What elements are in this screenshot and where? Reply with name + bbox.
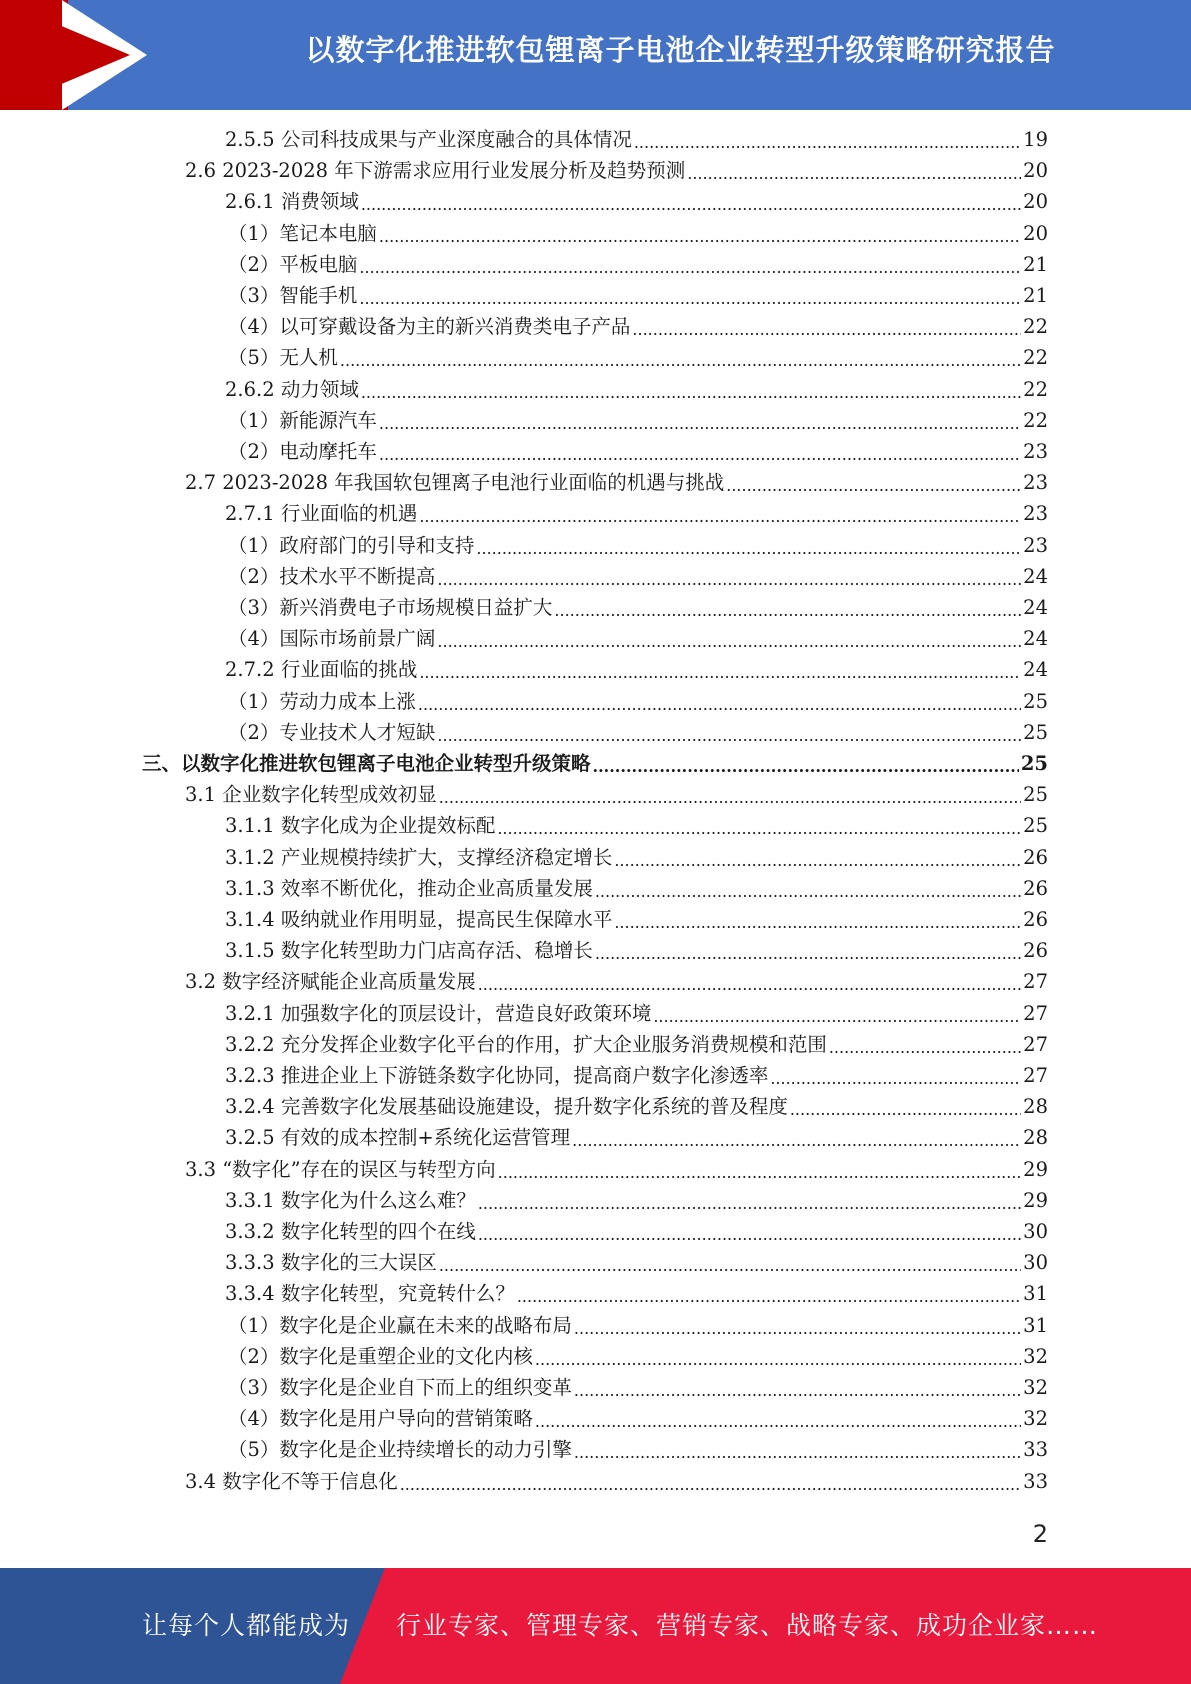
toc-dot-leader bbox=[400, 1474, 1021, 1496]
toc-entry-title: 3.3.2 数字化转型的四个在线 bbox=[225, 1220, 476, 1243]
toc-dot-leader bbox=[634, 132, 1021, 154]
toc-entry-page: 25 bbox=[1023, 720, 1048, 744]
toc-dot-leader bbox=[439, 1255, 1021, 1277]
toc-entry-page: 25 bbox=[1023, 783, 1048, 807]
toc-entry-page: 27 bbox=[1023, 970, 1048, 994]
toc-entry-page: 31 bbox=[1023, 1282, 1048, 1306]
toc-entry-page: 22 bbox=[1023, 315, 1048, 339]
toc-entry[interactable] bbox=[228, 688, 1048, 716]
toc-entry[interactable] bbox=[142, 750, 1048, 778]
toc-entry-title: （1）劳动力成本上涨 bbox=[228, 689, 416, 713]
toc-entry[interactable] bbox=[225, 1187, 1048, 1215]
toc-entry[interactable] bbox=[185, 1156, 1048, 1184]
toc-entry[interactable] bbox=[228, 1312, 1048, 1340]
toc-dot-leader bbox=[361, 382, 1021, 404]
toc-entry-title: （1）政府部门的引导和支持 bbox=[228, 533, 475, 557]
toc-entry[interactable] bbox=[228, 251, 1048, 279]
toc-entry-title: 3.2.4 完善数字化发展基础设施建设，提升数字化系统的普及程度 bbox=[225, 1095, 788, 1119]
toc-entry-page: 32 bbox=[1023, 1376, 1048, 1399]
toc-entry-title: 3.1.4 吸纳就业作用明显，提高民生保障水平 bbox=[225, 908, 613, 931]
toc-entry-page: 26 bbox=[1023, 876, 1048, 900]
toc-dot-leader bbox=[478, 1193, 1021, 1215]
toc-entry-title: 3.1.1 数字化成为企业提效标配 bbox=[225, 814, 496, 838]
toc-entry[interactable] bbox=[225, 376, 1048, 404]
toc-entry-page: 24 bbox=[1023, 596, 1048, 619]
toc-entry[interactable] bbox=[225, 1218, 1048, 1246]
toc-entry[interactable] bbox=[228, 1343, 1048, 1371]
toc-entry-page: 33 bbox=[1023, 1438, 1048, 1462]
toc-dot-leader bbox=[497, 818, 1021, 840]
toc-entry[interactable] bbox=[185, 1468, 1048, 1496]
toc-entry[interactable] bbox=[228, 344, 1048, 372]
toc-entry-page: 26 bbox=[1023, 845, 1048, 869]
toc-entry[interactable] bbox=[228, 220, 1048, 248]
toc-entry-page: 31 bbox=[1023, 1313, 1048, 1337]
toc-dot-leader bbox=[632, 319, 1021, 341]
toc-dot-leader bbox=[653, 1006, 1021, 1028]
toc-entry[interactable] bbox=[185, 781, 1048, 809]
toc-entry-title: 3.3.4 数字化转型，究竟转什么？ bbox=[225, 1282, 515, 1306]
toc-entry-page: 20 bbox=[1023, 221, 1048, 245]
toc-entry-title: 3.3.3 数字化的三大误区 bbox=[225, 1251, 437, 1275]
toc-entry-title: （3）新兴消费电子市场规模日益扩大 bbox=[228, 596, 553, 619]
toc-entry-title: （2）数字化是重塑企业的文化内核 bbox=[228, 1344, 533, 1368]
toc-entry[interactable] bbox=[185, 968, 1048, 996]
toc-entry-page: 22 bbox=[1023, 377, 1048, 401]
toc-entry-title: 三、以数字化推进软包锂离子电池企业转型升级策略 bbox=[142, 752, 591, 775]
toc-entry-page: 21 bbox=[1023, 252, 1048, 276]
toc-entry[interactable] bbox=[228, 563, 1048, 591]
toc-entry-title: 3.1.5 数字化转型助力门店高存活、稳增长 bbox=[225, 939, 593, 963]
toc-entry-page: 28 bbox=[1023, 1095, 1048, 1119]
toc-entry[interactable] bbox=[228, 313, 1048, 341]
toc-entry-title: 3.4 数字化不等于信息化 bbox=[185, 1469, 398, 1493]
toc-entry[interactable] bbox=[185, 469, 1048, 497]
toc-entry[interactable] bbox=[228, 438, 1048, 466]
toc-dot-leader bbox=[535, 1349, 1021, 1371]
toc-entry-page: 25 bbox=[1023, 814, 1048, 838]
toc-entry-title: 2.6.1 消费领域 bbox=[225, 190, 359, 214]
toc-dot-leader bbox=[498, 1162, 1022, 1184]
toc-entry-title: 3.1.3 效率不断优化，推动企业高质量发展 bbox=[225, 876, 593, 900]
toc-entry[interactable] bbox=[225, 126, 1048, 154]
toc-entry-title: 3.3 “数字化”存在的误区与转型方向 bbox=[185, 1157, 496, 1181]
toc-dot-leader bbox=[770, 1068, 1021, 1090]
toc-entry[interactable] bbox=[225, 812, 1048, 840]
toc-entry[interactable] bbox=[225, 1000, 1048, 1028]
toc-dot-leader bbox=[419, 506, 1021, 528]
toc-entry-title: 2.6.2 动力领域 bbox=[225, 377, 359, 401]
toc-entry-page: 25 bbox=[1020, 752, 1048, 775]
toc-dot-leader bbox=[379, 413, 1021, 435]
toc-entry[interactable] bbox=[225, 1280, 1048, 1308]
toc-dot-leader bbox=[359, 288, 1021, 310]
toc-dot-leader bbox=[517, 1286, 1021, 1308]
toc-dot-leader bbox=[535, 1411, 1021, 1433]
toc-dot-leader bbox=[379, 444, 1021, 466]
toc-entry-title: （3）数字化是企业自下而上的组织变革 bbox=[228, 1376, 572, 1399]
toc-dot-leader bbox=[595, 881, 1021, 903]
toc-dot-leader bbox=[476, 538, 1021, 560]
toc-entry-page: 22 bbox=[1023, 408, 1048, 432]
toc-entry-title: 2.5.5 公司科技成果与产业深度融合的具体情况 bbox=[225, 128, 632, 151]
toc-entry-page: 24 bbox=[1023, 627, 1048, 651]
toc-entry-page: 23 bbox=[1023, 533, 1048, 557]
toc-entry[interactable] bbox=[228, 1436, 1048, 1464]
toc-entry[interactable] bbox=[228, 407, 1048, 435]
toc-dot-leader bbox=[379, 226, 1021, 248]
toc-entry-page: 25 bbox=[1023, 689, 1048, 713]
toc-entry[interactable] bbox=[228, 282, 1048, 310]
toc-dot-leader bbox=[572, 1130, 1021, 1152]
toc-entry-title: （2）平板电脑 bbox=[228, 252, 358, 276]
toc-entry-page: 27 bbox=[1023, 1001, 1048, 1025]
toc-entry-page: 26 bbox=[1023, 939, 1048, 963]
toc-entry-title: 2.7 2023-2028 年我国软包锂离子电池行业面临的机遇与挑战 bbox=[185, 471, 725, 495]
toc-dot-leader bbox=[595, 943, 1021, 965]
page-number: 2 bbox=[1032, 1520, 1048, 1548]
toc-entry-page: 21 bbox=[1023, 284, 1048, 307]
toc-dot-leader bbox=[437, 725, 1021, 747]
toc-dot-leader bbox=[574, 1380, 1021, 1402]
toc-entry[interactable] bbox=[225, 1249, 1048, 1277]
toc-entry[interactable] bbox=[228, 625, 1048, 653]
toc-entry[interactable] bbox=[225, 1093, 1048, 1121]
toc-entry-page: 19 bbox=[1023, 128, 1048, 151]
header-banner bbox=[0, 0, 1191, 110]
toc-entry[interactable] bbox=[225, 875, 1048, 903]
toc-entry-title: （5）无人机 bbox=[228, 346, 338, 370]
toc-entry[interactable] bbox=[228, 719, 1048, 747]
toc-entry-page: 20 bbox=[1023, 159, 1048, 183]
toc-entry-title: （2）技术水平不断提高 bbox=[228, 564, 436, 588]
toc-dot-leader bbox=[726, 475, 1021, 497]
toc-entry-page: 27 bbox=[1023, 1064, 1048, 1087]
toc-entry-page: 33 bbox=[1023, 1469, 1048, 1493]
toc-dot-leader bbox=[790, 1099, 1021, 1121]
toc-entry-title: 3.1 企业数字化转型成效初显 bbox=[185, 783, 437, 807]
toc-entry-title: （4）以可穿戴设备为主的新兴消费类电子产品 bbox=[228, 315, 631, 339]
toc-entry-page: 27 bbox=[1023, 1032, 1048, 1056]
toc-dot-leader bbox=[478, 974, 1021, 996]
toc-entry-page: 30 bbox=[1023, 1251, 1048, 1275]
toc-entry-title: （2）专业技术人才短缺 bbox=[228, 720, 436, 744]
toc-entry[interactable] bbox=[228, 1405, 1048, 1433]
footer-slogan-left: 让每个人都能成为 bbox=[142, 1611, 351, 1640]
toc-dot-leader bbox=[340, 350, 1021, 372]
toc-entry-title: 3.2 数字经济赋能企业高质量发展 bbox=[185, 970, 476, 994]
toc-entry-title: （2）电动摩托车 bbox=[228, 440, 377, 463]
toc-dot-leader bbox=[439, 787, 1021, 809]
toc-dot-leader bbox=[359, 257, 1021, 279]
toc-entry[interactable] bbox=[225, 188, 1048, 216]
toc-entry-page: 22 bbox=[1023, 346, 1048, 370]
toc-entry-page: 32 bbox=[1023, 1407, 1048, 1431]
toc-entry-title: （1）新能源汽车 bbox=[228, 408, 377, 432]
toc-dot-leader bbox=[614, 912, 1021, 934]
toc-entry[interactable] bbox=[228, 594, 1048, 622]
toc-dot-leader bbox=[437, 631, 1021, 653]
toc-entry-title: 2.6 2023-2028 年下游需求应用行业发展分析及趋势预测 bbox=[185, 159, 686, 183]
toc-entry[interactable] bbox=[228, 1374, 1048, 1402]
document-title: 以数字化推进软包锂离子电池企业转型升级策略研究报告 bbox=[305, 33, 1056, 67]
toc-entry[interactable] bbox=[225, 1031, 1048, 1059]
toc-entry-page: 29 bbox=[1023, 1188, 1048, 1212]
toc-entry-title: （5）数字化是企业持续增长的动力引擎 bbox=[228, 1438, 572, 1462]
toc-entry-page: 24 bbox=[1023, 564, 1048, 588]
toc-entry-page: 28 bbox=[1023, 1126, 1048, 1150]
toc-entry-title: （1）笔记本电脑 bbox=[228, 221, 377, 245]
toc-dot-leader bbox=[437, 569, 1021, 591]
toc-entry[interactable] bbox=[225, 656, 1048, 684]
toc-entry-page: 32 bbox=[1023, 1344, 1048, 1368]
toc-entry-title: 3.2.3 推进企业上下游链条数字化协同，提高商户数字化渗透率 bbox=[225, 1064, 769, 1087]
toc-entry[interactable] bbox=[225, 906, 1048, 934]
toc-entry-page: 24 bbox=[1023, 658, 1048, 682]
header-red-arrow-shape bbox=[0, 0, 130, 110]
toc-dot-leader bbox=[478, 1224, 1021, 1246]
toc-dot-leader bbox=[554, 600, 1021, 622]
toc-entry-title: （3）智能手机 bbox=[228, 284, 358, 307]
footer-slogan-right: 行业专家、管理专家、营销专家、战略专家、成功企业家…… bbox=[396, 1611, 1099, 1640]
toc-entry-page: 23 bbox=[1023, 471, 1048, 495]
footer-banner bbox=[0, 1568, 1191, 1684]
toc-entry-page: 20 bbox=[1023, 190, 1048, 214]
toc-dot-leader bbox=[574, 1318, 1021, 1340]
toc-entry-page: 23 bbox=[1023, 440, 1048, 463]
toc-entry-page: 23 bbox=[1023, 502, 1048, 526]
toc-entry[interactable] bbox=[185, 157, 1048, 185]
toc-entry-page: 29 bbox=[1023, 1157, 1048, 1181]
toc-dot-leader bbox=[361, 194, 1021, 216]
toc-dot-leader bbox=[419, 662, 1021, 684]
toc-dot-leader bbox=[574, 1442, 1021, 1464]
toc-entry[interactable] bbox=[225, 844, 1048, 872]
toc-entry[interactable] bbox=[225, 500, 1048, 528]
toc-dot-leader bbox=[829, 1037, 1021, 1059]
toc-entry-page: 30 bbox=[1023, 1220, 1048, 1243]
toc-entry-title: 3.2.2 充分发挥企业数字化平台的作用，扩大企业服务消费规模和范围 bbox=[225, 1032, 827, 1056]
toc-entry-title: 2.7.1 行业面临的机遇 bbox=[225, 502, 418, 526]
toc-entry[interactable] bbox=[225, 937, 1048, 965]
toc-entry-title: 2.7.2 行业面临的挑战 bbox=[225, 658, 418, 682]
toc-entry-title: （4）国际市场前景广阔 bbox=[228, 627, 436, 651]
toc-dot-leader bbox=[614, 850, 1021, 872]
toc-dot-leader bbox=[687, 163, 1021, 185]
toc-entry-title: （1）数字化是企业赢在未来的战略布局 bbox=[228, 1313, 572, 1337]
toc-entry-title: 3.2.5 有效的成本控制+系统化运营管理 bbox=[225, 1126, 571, 1150]
toc-dot-leader bbox=[593, 756, 1019, 778]
toc-entry-title: 3.3.1 数字化为什么这么难？ bbox=[225, 1188, 476, 1212]
toc-entry[interactable] bbox=[228, 532, 1048, 560]
toc-entry[interactable] bbox=[225, 1062, 1048, 1090]
toc-entry-page: 26 bbox=[1023, 908, 1048, 931]
toc-entry-title: 3.2.1 加强数字化的顶层设计，营造良好政策环境 bbox=[225, 1001, 652, 1025]
toc-dot-leader bbox=[418, 694, 1021, 716]
toc-entry-title: （4）数字化是用户导向的营销策略 bbox=[228, 1407, 533, 1431]
toc-entry-title: 3.1.2 产业规模持续扩大，支撑经济稳定增长 bbox=[225, 845, 613, 869]
toc-entry[interactable] bbox=[225, 1124, 1048, 1152]
